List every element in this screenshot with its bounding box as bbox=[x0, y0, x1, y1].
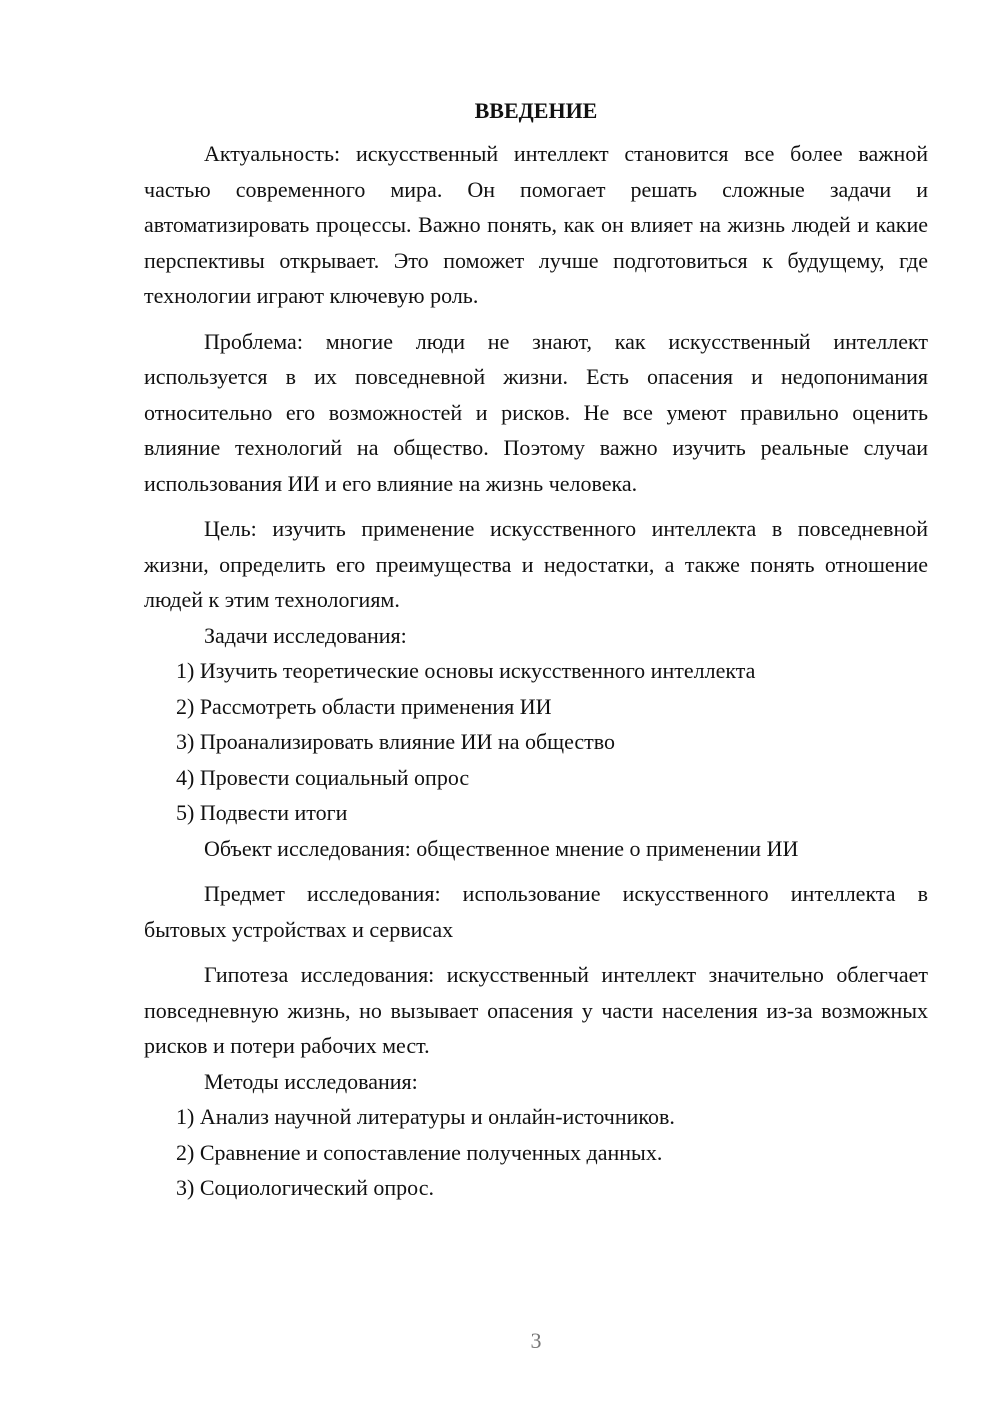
subject-paragraph: Предмет исследования: использование искусственного интеллекта в бытовых устройствах и сервисах bbox=[144, 881, 928, 942]
page-content bbox=[144, 96, 928, 1206]
page-number: 3 bbox=[530, 1328, 542, 1353]
list-item: 4) Провести социальный опрос bbox=[176, 764, 470, 790]
relevance-paragraph: Актуальность: искусственный интеллект становится все более важной частью современного мира. Он помогает решать сложные задачи и автоматизировать процессы. Важно понять, как он влияет на жизнь людей и какие перспективы открывает. Это поможет лучше подготовиться к будущему, где технологии играют ключевую роль. bbox=[144, 141, 928, 308]
list-item: 2) Рассмотреть области применения ИИ bbox=[176, 693, 552, 719]
list-item: 1) Анализ научной литературы и онлайн-источников. bbox=[176, 1104, 675, 1129]
page-title: ВВЕДЕНИЕ bbox=[474, 98, 598, 123]
problem-paragraph: Проблема: многие люди не знают, как искусственный интеллект используется в их повседневной жизни. Есть опасения и недопонимания относительно его возможностей и рисков. Не все умеют правильно оценить влияние технологий на общество. Поэтому важно изучить реальные случаи использования ИИ и его влияние на жизнь человека. bbox=[144, 328, 928, 496]
object-paragraph: Объект исследования: общественное мнение о применении ИИ bbox=[204, 835, 799, 861]
list-item: 5) Подвести итоги bbox=[176, 800, 348, 825]
list-item: 2) Сравнение и сопоставление полученных данных. bbox=[176, 1139, 663, 1165]
methods-heading: Методы исследования: bbox=[204, 1068, 418, 1094]
list-item: 1) Изучить теоретические основы искусственного интеллекта bbox=[176, 658, 756, 683]
tasks-heading: Задачи исследования: bbox=[204, 622, 407, 648]
hypothesis-paragraph: Гипотеза исследования: искусственный интеллект значительно облегчает повседневную жизнь, но вызывает опасения у части населения из-за возможных рисков и потери рабочих мест. bbox=[144, 962, 928, 1058]
list-item: 3) Социологический опрос. bbox=[176, 1175, 434, 1200]
list-item: 3) Проанализировать влияние ИИ на общество bbox=[176, 729, 616, 754]
goal-paragraph: Цель: изучить применение искусственного интеллекта в повседневной жизни, определить его преимущества и недостатки, а также понять отношение людей к этим технологиям. bbox=[144, 516, 928, 612]
